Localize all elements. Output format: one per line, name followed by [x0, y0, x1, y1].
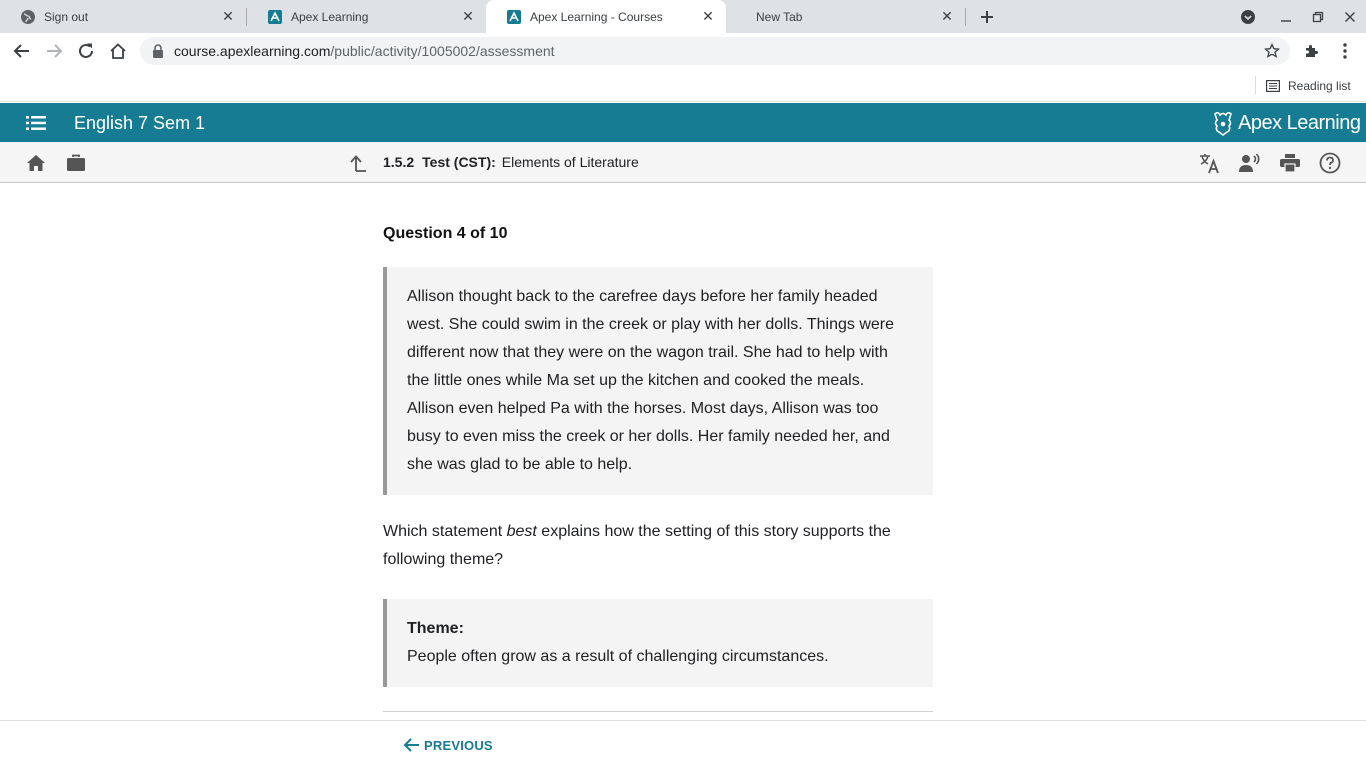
tab-separator	[965, 8, 966, 26]
reading-list-label: Reading list	[1288, 79, 1351, 93]
address-bar[interactable]	[140, 37, 1290, 65]
url-text	[174, 43, 555, 59]
text-to-speech-icon[interactable]	[1238, 151, 1262, 175]
theme-box	[383, 599, 933, 687]
prompt-emphasis: best	[506, 523, 537, 540]
question-prompt	[383, 518, 933, 574]
course-header	[0, 103, 1366, 142]
course-title: English 7 Sem 1	[74, 113, 206, 133]
tab-title: Apex Learning	[291, 9, 369, 24]
home-icon[interactable]	[24, 151, 48, 175]
close-tab-icon[interactable]: ✕	[222, 8, 234, 24]
prompt-text-end: explains how the setting of this story supports the following theme?	[383, 523, 891, 568]
reload-icon[interactable]	[74, 39, 98, 63]
previous-button[interactable]	[402, 734, 493, 756]
close-window-icon[interactable]	[1338, 6, 1362, 28]
lock-icon[interactable]	[152, 44, 164, 63]
bookmarks-bar	[0, 69, 1366, 102]
url-path: /public/activity/1005002/assessment	[330, 43, 555, 59]
question-footer	[0, 720, 1366, 768]
browser-menu-kebab-icon[interactable]	[1333, 39, 1357, 63]
activity-number: 1.5.2	[383, 154, 415, 170]
activity-name: Elements of Literature	[501, 154, 639, 170]
apex-learning-logo	[1212, 110, 1360, 136]
content-divider	[383, 711, 933, 712]
course-menu-icon[interactable]	[24, 111, 48, 135]
restore-icon[interactable]	[1306, 6, 1330, 28]
arrow-left-icon	[402, 737, 420, 753]
reading-list-icon	[1266, 80, 1280, 92]
bookmark-star-icon[interactable]	[1264, 43, 1280, 64]
activity-toolbar	[0, 142, 1366, 183]
activity-kind: Test (CST):	[422, 154, 496, 170]
print-icon[interactable]	[1278, 151, 1302, 175]
new-tab-plus-icon[interactable]	[975, 5, 999, 29]
tab-new-tab[interactable]	[726, 0, 965, 33]
bookmarks-separator	[1255, 76, 1256, 94]
apex-favicon	[506, 9, 522, 25]
close-tab-icon[interactable]: ✕	[702, 8, 714, 24]
tab-title: New Tab	[756, 9, 803, 24]
question-counter: Question 4 of 10	[383, 225, 508, 242]
minimize-icon[interactable]	[1274, 6, 1298, 28]
extensions-puzzle-icon[interactable]	[1300, 39, 1324, 63]
back-arrow-icon[interactable]	[10, 39, 34, 63]
forward-arrow-icon[interactable]	[42, 39, 66, 63]
activity-title	[383, 154, 639, 170]
url-host: course.apexlearning.com	[174, 43, 331, 59]
reading-list-button[interactable]	[1266, 76, 1351, 96]
tab-title: Sign out	[44, 9, 89, 24]
globe-icon	[20, 9, 36, 25]
apex-logo-icon	[1212, 110, 1234, 136]
tab-apex-learning[interactable]	[247, 0, 486, 33]
close-tab-icon[interactable]: ✕	[462, 8, 474, 24]
tab-search-dropdown-icon[interactable]	[1236, 6, 1260, 28]
translate-icon[interactable]	[1198, 151, 1222, 175]
prompt-text-start: Which statement	[383, 523, 507, 540]
brand-name: Apex Learning	[1238, 111, 1361, 134]
tab-apex-courses[interactable]	[486, 0, 726, 33]
tab-sign-out[interactable]	[0, 0, 246, 33]
level-up-arrow-icon[interactable]	[346, 151, 370, 175]
close-tab-icon[interactable]: ✕	[941, 8, 953, 24]
theme-text: People often grow as a result of challenging circumstances.	[407, 648, 829, 665]
browser-tab-strip	[0, 0, 1366, 33]
help-icon[interactable]	[1318, 151, 1342, 175]
browser-toolbar	[0, 33, 1366, 69]
passage-text: Allison thought back to the carefree days before her family headed west. She could swim in the creek or play with her dolls. Things were different now that they were on the wagon trail. She had to help with the little ones while Ma set up the kitchen and cooked the meals. Allison even helped Pa with the horses. Most days, Allison was too busy to even miss the creek or her dolls. Her family needed her, and she was glad to be able to help.	[407, 288, 895, 473]
previous-label: PREVIOUS	[424, 737, 493, 753]
home-icon[interactable]	[106, 39, 130, 63]
theme-label: Theme:	[407, 620, 464, 637]
apex-favicon	[267, 9, 283, 25]
briefcase-icon[interactable]	[64, 151, 88, 175]
tab-title: Apex Learning - Courses	[530, 9, 663, 24]
reading-passage	[383, 267, 933, 495]
